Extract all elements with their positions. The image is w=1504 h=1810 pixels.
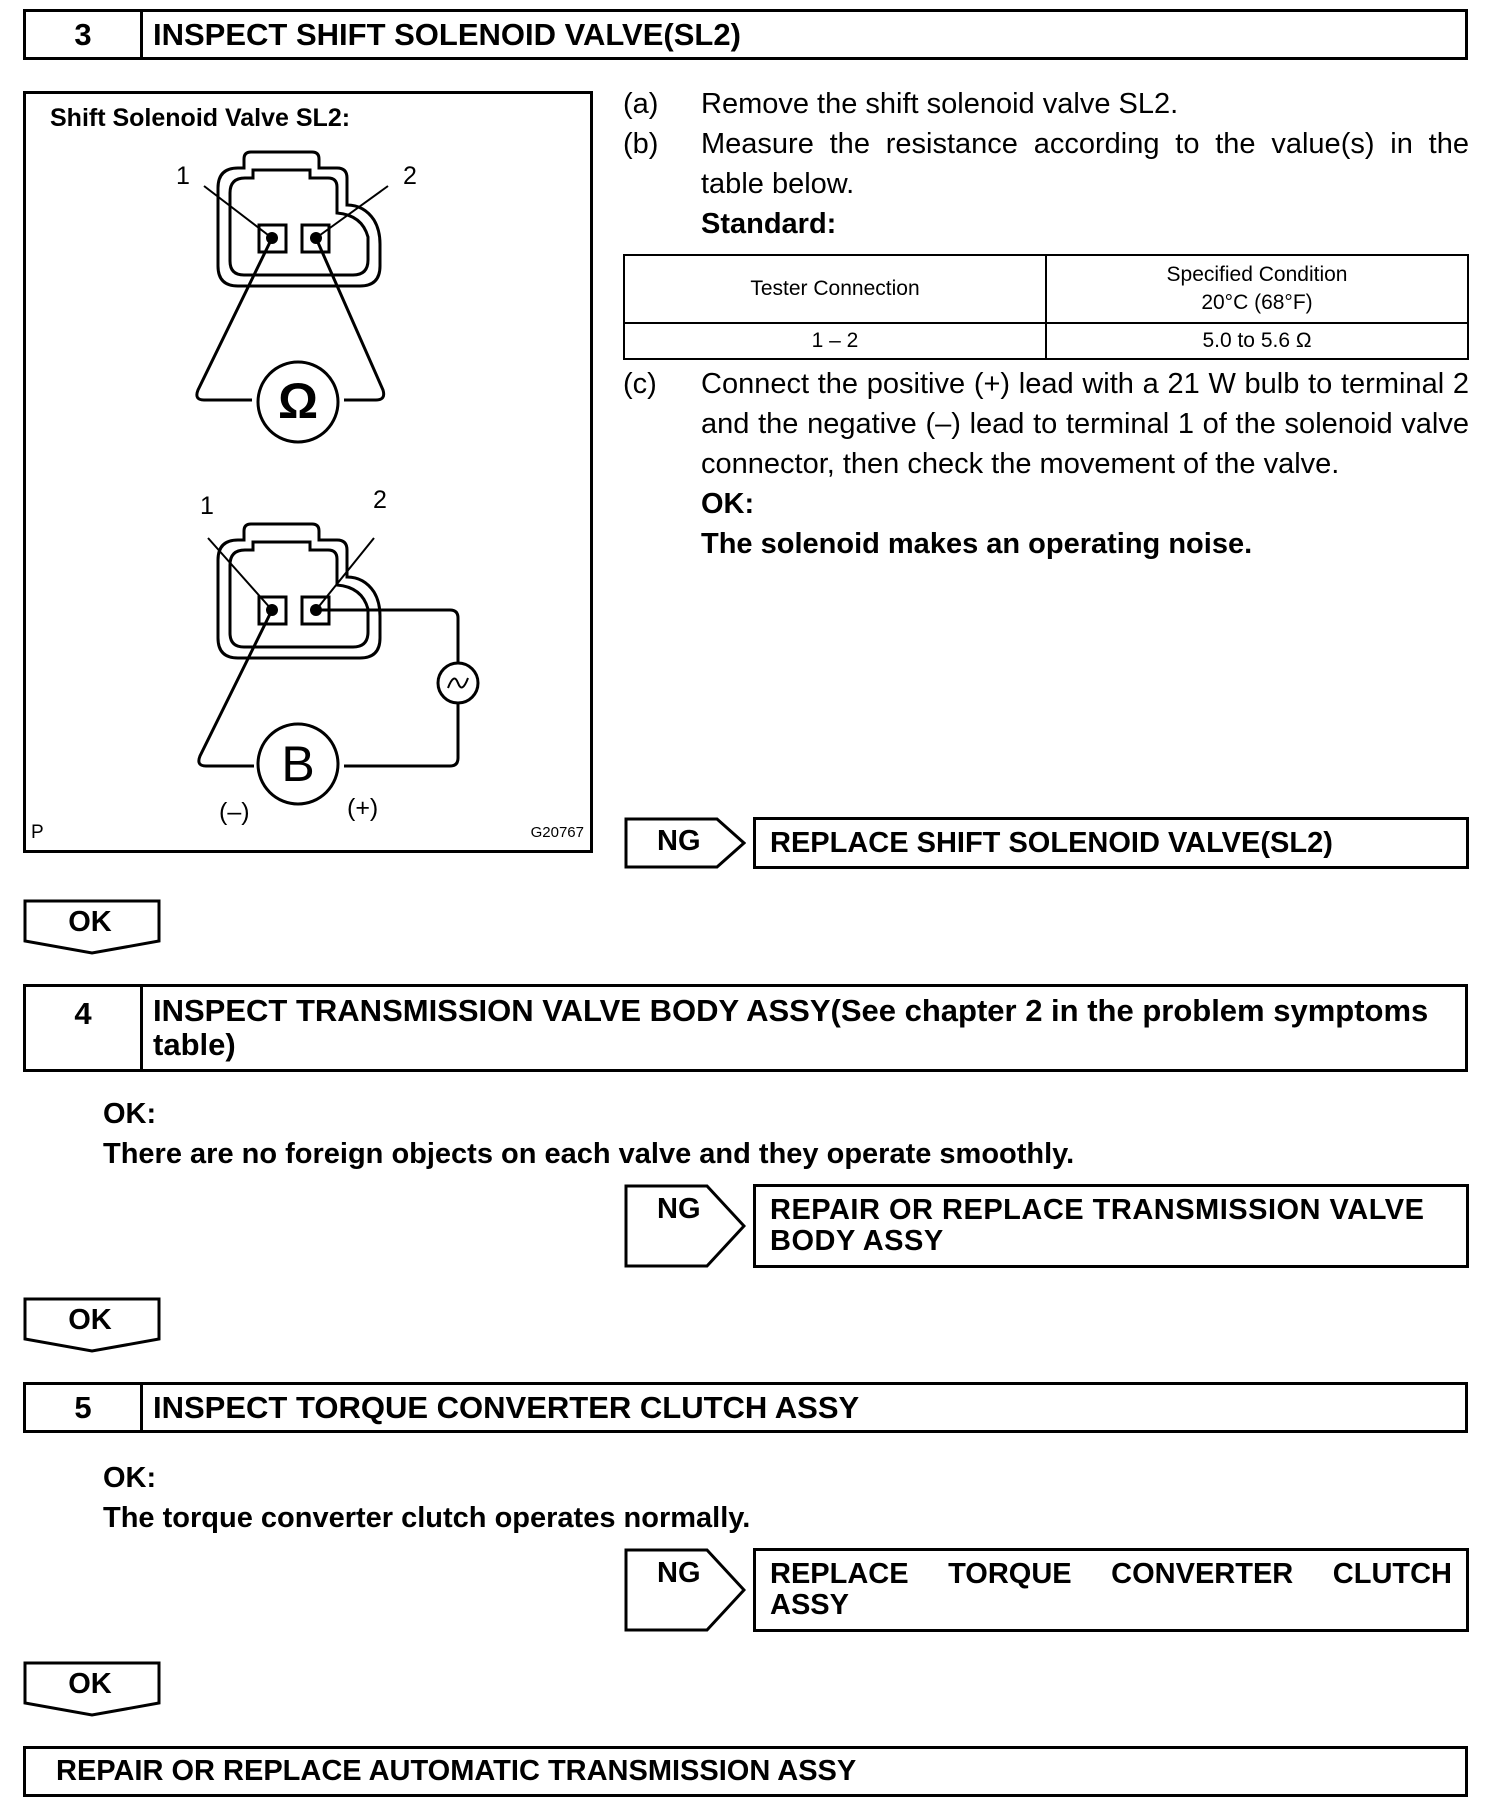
spec-table [623, 254, 1469, 360]
step-5-ok-text: The torque converter clutch operates normally. [103, 1502, 751, 1534]
instruction-b [623, 124, 1469, 204]
ohm-label: Ω [277, 373, 319, 429]
step-3-title: INSPECT SHIFT SOLENOID VALVE(SL2) [153, 16, 741, 52]
positive-label: (+) [347, 794, 379, 822]
step-3-instruction-c [623, 364, 1469, 564]
instruction-c-text: Connect the positive (+) lead with a 21 W bulb to terminal 2 and the negative (–) lead to terminal 1 of the solenoid valve connector, then check the movement of the valve. [701, 368, 1469, 480]
instruction-b-text: Measure the resistance according to the value(s) in the table below. [701, 128, 1469, 200]
step-5-ng-action: REPLACE TORQUE CONVERTER CLUTCH ASSY [753, 1548, 1469, 1632]
step-3-ng-action: REPLACE SHIFT SOLENOID VALVE(SL2) [753, 817, 1469, 869]
step-4-ok-flag-label: OK [68, 1304, 112, 1336]
solenoid-figure [23, 91, 593, 853]
step-4-ok-text: There are no foreign objects on each valve and they operate smoothly. [103, 1138, 1075, 1170]
step-3-ok-text: The solenoid makes an operating noise. [701, 528, 1253, 560]
battery-label: B [281, 736, 315, 792]
step-4-ok-label: OK: [103, 1098, 157, 1130]
step-4-ng-label: NG [657, 1193, 701, 1225]
instruction-a-text: Remove the shift solenoid valve SL2. [701, 88, 1179, 120]
step-5-ok-flag-label: OK [68, 1668, 112, 1700]
figure-code: G20767 [530, 824, 584, 841]
step-3-ng-label: NG [657, 825, 701, 857]
negative-label: (–) [219, 798, 250, 826]
step-3-instructions [623, 84, 1469, 244]
step-5-header [23, 1382, 1468, 1433]
cell-condition: 5.0 to 5.6 Ω [1046, 323, 1468, 359]
final-action-box [23, 1746, 1468, 1797]
step-3-ok-flag-label: OK [68, 906, 112, 938]
bottom-terminal-label-1: 1 [200, 492, 214, 520]
instruction-a-mark: (a) [623, 88, 659, 120]
standard-label: Standard: [701, 208, 837, 240]
spec-condition-line-2: 20°C (68°F) [1201, 291, 1313, 314]
instruction-c-mark: (c) [623, 368, 657, 400]
step-5-ok-label: OK: [103, 1462, 157, 1494]
step-4-number: 4 [26, 987, 143, 1069]
instruction-a [623, 84, 1469, 124]
step-5-title: INSPECT TORQUE CONVERTER CLUTCH ASSY [153, 1389, 860, 1425]
top-terminal-label-2: 2 [403, 162, 417, 190]
col-header-tester-connection: Tester Connection [624, 255, 1046, 323]
step-4-title: INSPECT TRANSMISSION VALVE BODY ASSY(See chapter 2 in the problem symptoms table) [153, 993, 1429, 1062]
step-3-number: 3 [26, 12, 143, 57]
cell-connection: 1 – 2 [624, 323, 1046, 359]
figure-title: Shift Solenoid Valve SL2: [50, 104, 351, 132]
step-3-ok-label: OK: [701, 488, 755, 520]
step-5-number: 5 [26, 1385, 143, 1430]
step-4-header [23, 984, 1468, 1072]
bottom-terminal-label-2: 2 [373, 486, 387, 514]
step-3-header [23, 9, 1468, 60]
spec-condition-line-1: Specified Condition [1166, 263, 1348, 286]
top-terminal-label-1: 1 [176, 162, 190, 190]
col-header-specified-condition [1046, 255, 1468, 323]
figure-corner-letter: P [31, 822, 44, 843]
instruction-b-mark: (b) [623, 128, 659, 160]
step-4-ng-action: REPAIR OR REPLACE TRANSMISSION VALVE BODY ASSY [753, 1184, 1469, 1268]
final-action-text: REPAIR OR REPLACE AUTOMATIC TRANSMISSION ASSY [56, 1755, 857, 1787]
step-5-ng-label: NG [657, 1557, 701, 1589]
